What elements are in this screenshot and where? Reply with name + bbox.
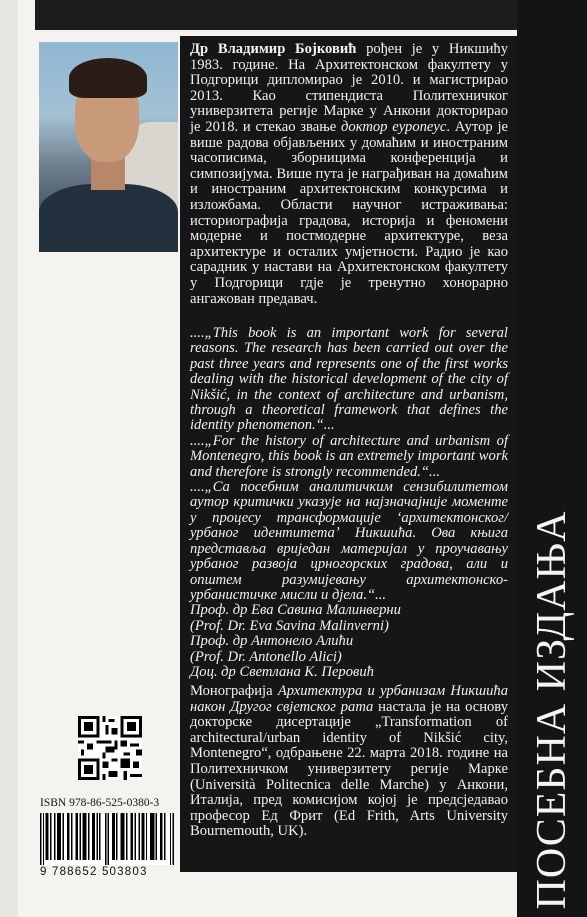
quote-2: ....„For the history of architecture and urbanism of Montenegro, this book is an extremely important work and therefore is strongly recommended.“... [190, 432, 508, 480]
author-title: доктор еуропеус [341, 118, 447, 135]
author-bio-text-2: . Аутор је више радова објављених у домаћим и иностраним часописима, зборницима конференција и симпозијума. Више пута је награђиван на домаћим и иностраним архитектонским конкурсима и изложбама. Области научног истраживања: историографија градова, историја и феномени модерне и постмодерне архитектуре, веза архитектуре и осталих умјетности. Радио је као сарадник у настави на Архитектонском факултету у Подгорици гдје је тренутно хонорарно ангажован предавач. [190, 118, 508, 307]
author-name: Др Владимир Бојковић [190, 41, 357, 57]
top-dark-strip [35, 0, 517, 30]
photo-hair [69, 58, 147, 98]
page-edge [0, 0, 18, 917]
quote-1: ....„This book is an important work for several reasons. The research has been carried out over the past three years and represents one of the first works dealing with the historical development of the city of Nikšić, in the context of architecture and urbanism, through a theoretical framework that defines the identity phenomenon.“... [190, 325, 508, 434]
qr-code-icon [78, 716, 142, 780]
monograph-text: настала је на основу докторске дисертације „Transformation of architectural/urban identity of Nikšić city, Montenegro“, одбрањене 22. марта 2018. године на Политехничком универзитету регије Марке (Università Politecnica delle Marche) у Анкони, Италија, пред комисијом којој је предсједавао професор Ед Фрит (Ed Frith, Arts University Bournemouth, UK). [190, 698, 508, 840]
monograph-description [190, 684, 508, 840]
review-quotes [190, 326, 508, 680]
series-label: ПОСЕБНА ИЗДАЊА [529, 510, 575, 910]
text-panel [180, 36, 517, 872]
monograph-title: Архитектура и урбанизам Никшића након Другог свјетског рата [190, 683, 508, 715]
barcode-digits: 9 788652 503803 [40, 866, 148, 878]
series-label-container [510, 510, 587, 910]
quote-3: ....„Са посебним аналитичким сензибилитетом аутор критички указује на најзначајније моменте у процесу трансформације ʻархитектонског/урбаног идентитетаʼ Никшића. Ова књига представља вриједан материјал у проучавању урбаног развоја црногорских градова, али и општем разумијевању архитектонско-урбанистичке мисли и дјела.“... [190, 479, 508, 603]
photo-shirt [39, 184, 178, 252]
barcode-icon [40, 813, 174, 865]
reviewer-2: Проф. др Антонело Алићи [190, 633, 354, 650]
reviewer-2-latin: (Prof. Dr. Antonello Alici) [190, 648, 342, 665]
monograph-lead: Монографија [190, 683, 273, 699]
isbn-label: ISBN 978-86-525-0380-3 [40, 797, 160, 809]
author-bio [190, 42, 508, 307]
author-bio-text: рођен је у Никшићу 1983. године. На Архитектонском факултету у Подгорици дипломирао је 2010. и магистрирао 2013. Као стипендиста Политехничког универзитета регије Марке у Анкони докторирао је 2018. и стекао звање [190, 41, 508, 135]
reviewer-1: Проф. др Ева Савина Малинверни [190, 602, 401, 619]
reviewer-3: Доц. др Светлана К. Перовић [190, 663, 374, 680]
reviewer-1-latin: (Prof. Dr. Eva Savina Malinverni) [190, 617, 389, 634]
author-photo [39, 42, 178, 252]
